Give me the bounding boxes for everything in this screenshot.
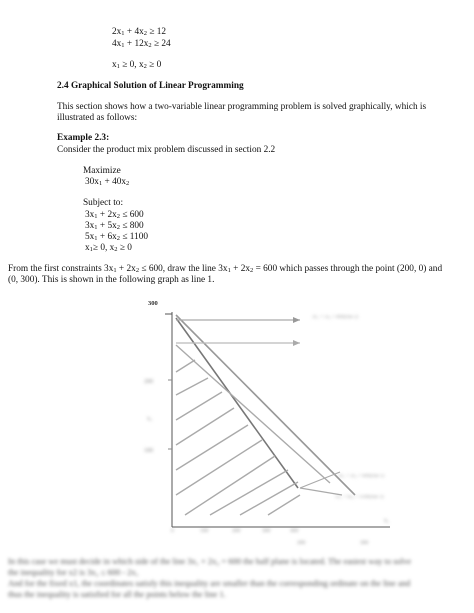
constraint-line-1 — [176, 315, 355, 495]
intro-line-1: This section shows how a two-variable linear programming problem is solved graphically, which is — [57, 102, 427, 112]
example-constraint-2: $3x_1 + 5x_2 \le 800$ — [85, 221, 144, 231]
nonnegativity-line: $x_1 \ge 0$, $x_2 \ge 0$ — [112, 60, 162, 70]
graph-intro-line-1: From the first constraints $3x_1 + 2x_2 \le 600$, draw the line $3x_1 + 2x_2 = 600$ which passes through the point (200, 0) and — [8, 264, 443, 274]
subject-to-label: Subject to: — [83, 198, 124, 208]
y-tick-100: 100 — [144, 448, 153, 454]
line-label-1: 3x₁ + 2x₂ = 600(line 1) — [338, 474, 385, 479]
footer-line-4: thus the inequality is satisfied for all the points below the line 1. — [8, 589, 226, 599]
y-tick-200: 200 — [144, 379, 153, 385]
line-label-3: 5x₁ + 6x₂ = 1100(line 3) — [335, 495, 384, 500]
constraint-line-3 — [176, 345, 330, 483]
section-heading: 2.4 Graphical Solution of Linear Programming — [57, 81, 244, 91]
graph-intro-line-2: (0, 300). This is shown in the following graph as line 1. — [8, 275, 215, 285]
x-axis-label: x₁ — [384, 518, 390, 524]
constraint-line-2: $4x_1 + 12x_2 \ge 24$ — [112, 39, 171, 49]
footer-line-3: And for the fixed x1, the coordinates satisfy this inequality are smaller than the corresponding ordinate on the line and — [8, 578, 411, 588]
objective-function: $30x_1 + 40x_2$ — [85, 177, 130, 187]
x-tick-200: 200 — [232, 528, 241, 534]
footer-line-2: the inequality for x2 is 3x₂ ≤ 600 - 2x₁ — [8, 567, 139, 577]
x-tick-lower-1: 200 — [297, 540, 306, 546]
x-tick-lower-2: 300 — [360, 540, 369, 546]
x-tick-100: 100 — [200, 528, 209, 534]
constraint-line-1: $2x_1 + 4x_2 \ge 12$ — [112, 27, 167, 37]
example-constraint-1: $3x_1 + 2x_2 \le 600$ — [85, 210, 144, 220]
y-tick-300: 300 — [148, 300, 158, 307]
example-heading: Example 2.3: — [57, 133, 110, 143]
x-tick-0: 0 — [171, 528, 174, 534]
line-label-2: 3x₁ + 5x₂ = 800(line 2) — [312, 315, 359, 320]
y-axis-label: x₂ — [147, 416, 153, 422]
x-tick-300: 300 — [262, 528, 271, 534]
example-constraint-3: $5x_1 + 6x_2 \le 1100$ — [85, 232, 148, 242]
footer-line-1: In this case we must decide in which side of the line 3x₁ + 2x₂ = 600 the half plane is located. The easiest way to solve — [8, 556, 412, 566]
maximize-label: Maximize — [83, 166, 121, 176]
intro-line-2: illustrated as follows: — [57, 113, 138, 123]
x-tick-400: 400 — [290, 528, 299, 534]
feasible-region-hatching — [176, 360, 300, 515]
example-nonnegativity: $x_1\ge 0$, $x_2 \ge 0$ — [85, 243, 132, 253]
example-text: Consider the product mix problem discussed in section 2.2 — [57, 145, 276, 155]
